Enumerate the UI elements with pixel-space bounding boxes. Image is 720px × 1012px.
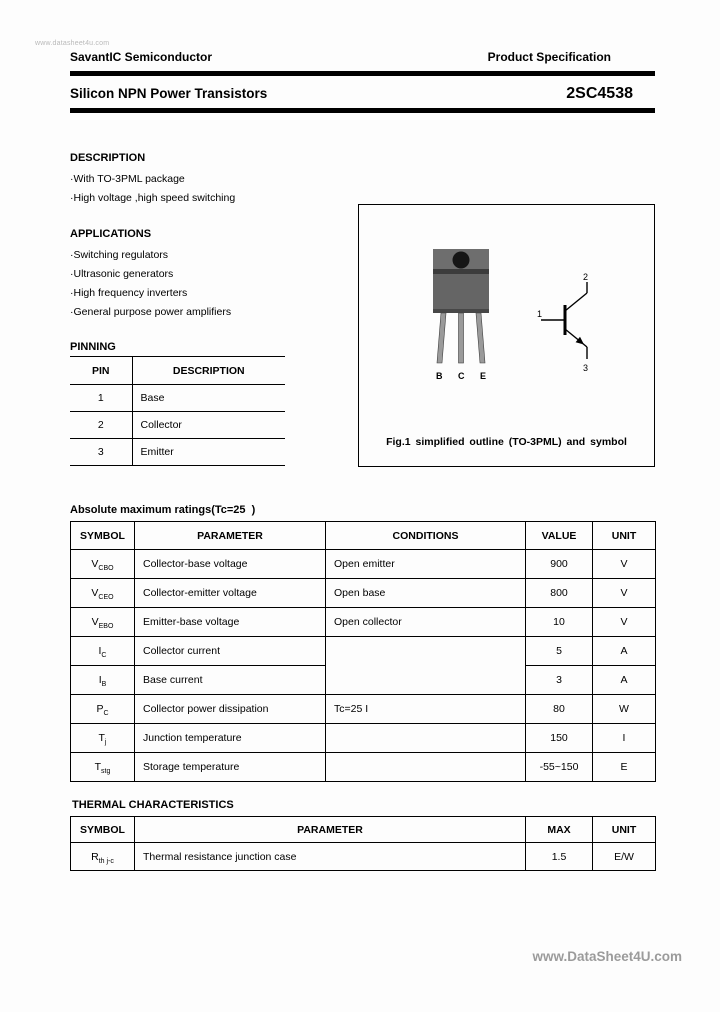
- abs-max-row: [71, 608, 656, 637]
- conditions-cell: [326, 753, 526, 782]
- conditions-cell: Open base: [326, 579, 526, 608]
- abs-max-row: [71, 724, 656, 753]
- parameter-cell: Emitter-base voltage: [135, 608, 326, 637]
- description-column-header: DESCRIPTION: [132, 357, 285, 385]
- unit-cell: E/W: [593, 843, 656, 871]
- column-header: VALUE: [526, 522, 593, 550]
- symbol-cell: $V_{EBO}$: [71, 608, 135, 637]
- pinning-header-row: [70, 357, 285, 385]
- conditions-cell: [326, 637, 526, 695]
- unit-cell: V: [593, 579, 656, 608]
- pinning-table: [70, 356, 285, 466]
- header-row: [70, 50, 655, 64]
- symbol-pin-label-base: 1: [537, 309, 543, 319]
- symbol-cell: $R_{th j-c}$: [71, 843, 135, 871]
- parameter-cell: Collector power dissipation: [135, 695, 326, 724]
- abs-max-table: [70, 521, 656, 782]
- package-pin-label-c: C: [458, 371, 465, 381]
- pinning-row: [70, 412, 285, 439]
- conditions-cell: Open collector: [326, 608, 526, 637]
- pin-number: 2: [70, 412, 132, 439]
- pin-number: 3: [70, 439, 132, 466]
- doc-title: Silicon NPN Power Transistors: [70, 86, 268, 101]
- parameter-cell: Thermal resistance junction case: [135, 843, 526, 871]
- header-rule-top: [70, 71, 655, 76]
- title-row: [70, 85, 655, 103]
- to-3pml-package-drawing: [426, 245, 496, 395]
- figure-caption: Fig.1 simplified outline (TO-3PML) and symbol: [386, 436, 627, 448]
- value-cell: 800: [526, 579, 593, 608]
- pin-number: 1: [70, 385, 132, 412]
- abs-max-row: [71, 637, 656, 666]
- application-item: ·High frequency inverters: [70, 287, 188, 299]
- top-watermark: www.datasheet4u.com: [35, 40, 110, 47]
- npn-transistor-symbol: [537, 273, 612, 373]
- column-header: PARAMETER: [135, 817, 526, 843]
- figure-box: [358, 204, 655, 467]
- parameter-cell: Collector current: [135, 637, 326, 666]
- unit-cell: I: [593, 724, 656, 753]
- abs-max-header-row: [71, 522, 656, 550]
- product-spec-label: Product Specification: [487, 50, 611, 64]
- thermal-row: [71, 843, 656, 871]
- symbol-cell: $T_{stg}$: [71, 753, 135, 782]
- column-header: UNIT: [593, 522, 656, 550]
- symbol-cell: $P_C$: [71, 695, 135, 724]
- footer-watermark: www.DataSheet4U.com: [532, 949, 682, 964]
- description-heading: DESCRIPTION: [70, 152, 146, 164]
- pin-description: Base: [132, 385, 285, 412]
- parameter-cell: Collector-base voltage: [135, 550, 326, 579]
- pinning-row: [70, 385, 285, 412]
- symbol-cell: $T_j$: [71, 724, 135, 753]
- value-cell: 900: [526, 550, 593, 579]
- column-header: CONDITIONS: [326, 522, 526, 550]
- applications-section: [70, 228, 231, 322]
- applications-list: [70, 246, 231, 322]
- column-header: SYMBOL: [71, 522, 135, 550]
- value-cell: 150: [526, 724, 593, 753]
- parameter-cell: Storage temperature: [135, 753, 326, 782]
- parameter-cell: Base current: [135, 666, 326, 695]
- pin-description: Emitter: [132, 439, 285, 466]
- applications-heading: APPLICATIONS: [70, 228, 152, 240]
- pinning-heading: PINNING: [70, 341, 116, 353]
- unit-cell: E: [593, 753, 656, 782]
- application-item: ·Ultrasonic generators: [70, 268, 174, 280]
- value-cell: 3: [526, 666, 593, 695]
- abs-max-heading: Absolute maximum ratings(Tc=25 ): [70, 504, 256, 516]
- application-item: ·General purpose power amplifiers: [70, 306, 232, 318]
- application-item: ·Switching regulators: [70, 249, 169, 261]
- column-header: PARAMETER: [135, 522, 326, 550]
- value-cell: 10: [526, 608, 593, 637]
- conditions-cell: Tc=25 I: [326, 695, 526, 724]
- thermal-heading: THERMAL CHARACTERISTICS: [72, 799, 234, 811]
- column-header: SYMBOL: [71, 817, 135, 843]
- unit-cell: W: [593, 695, 656, 724]
- abs-max-row: [71, 550, 656, 579]
- parameter-cell: Collector-emitter voltage: [135, 579, 326, 608]
- company-name: SavantIC Semiconductor: [70, 50, 213, 64]
- conditions-cell: Open emitter: [326, 550, 526, 579]
- pin-column-header: PIN: [70, 357, 132, 385]
- conditions-cell: [326, 724, 526, 753]
- package-pin-label-e: E: [480, 371, 487, 381]
- column-header: UNIT: [593, 817, 656, 843]
- abs-max-row: [71, 579, 656, 608]
- unit-cell: V: [593, 550, 656, 579]
- value-cell: 80: [526, 695, 593, 724]
- symbol-cell: $V_{CEO}$: [71, 579, 135, 608]
- unit-cell: V: [593, 608, 656, 637]
- parameter-cell: Junction temperature: [135, 724, 326, 753]
- abs-max-row: [71, 753, 656, 782]
- abs-max-row: [71, 695, 656, 724]
- symbol-cell: $I_C$: [71, 637, 135, 666]
- unit-cell: A: [593, 666, 656, 695]
- value-cell: 5: [526, 637, 593, 666]
- description-item: ·High voltage ,high speed switching: [70, 192, 236, 204]
- description-section: [70, 152, 235, 208]
- symbol-pin-label-collector: 2: [583, 273, 589, 282]
- pinning-row: [70, 439, 285, 466]
- description-list: [70, 170, 235, 208]
- symbol-cell: $V_{CBO}$: [71, 550, 135, 579]
- value-cell: -55~150: [526, 753, 593, 782]
- symbol-cell: $I_B$: [71, 666, 135, 695]
- unit-cell: A: [593, 637, 656, 666]
- header-rule-bottom: [70, 108, 655, 113]
- thermal-header-row: [71, 817, 656, 843]
- part-number: 2SC4538: [566, 85, 633, 102]
- thermal-table: [70, 816, 656, 871]
- pin-description: Collector: [132, 412, 285, 439]
- description-item: ·With TO-3PML package: [70, 173, 185, 185]
- symbol-pin-label-emitter: 3: [583, 363, 589, 373]
- max-cell: 1.5: [526, 843, 593, 871]
- package-pin-label-b: B: [436, 371, 443, 381]
- column-header: MAX: [526, 817, 593, 843]
